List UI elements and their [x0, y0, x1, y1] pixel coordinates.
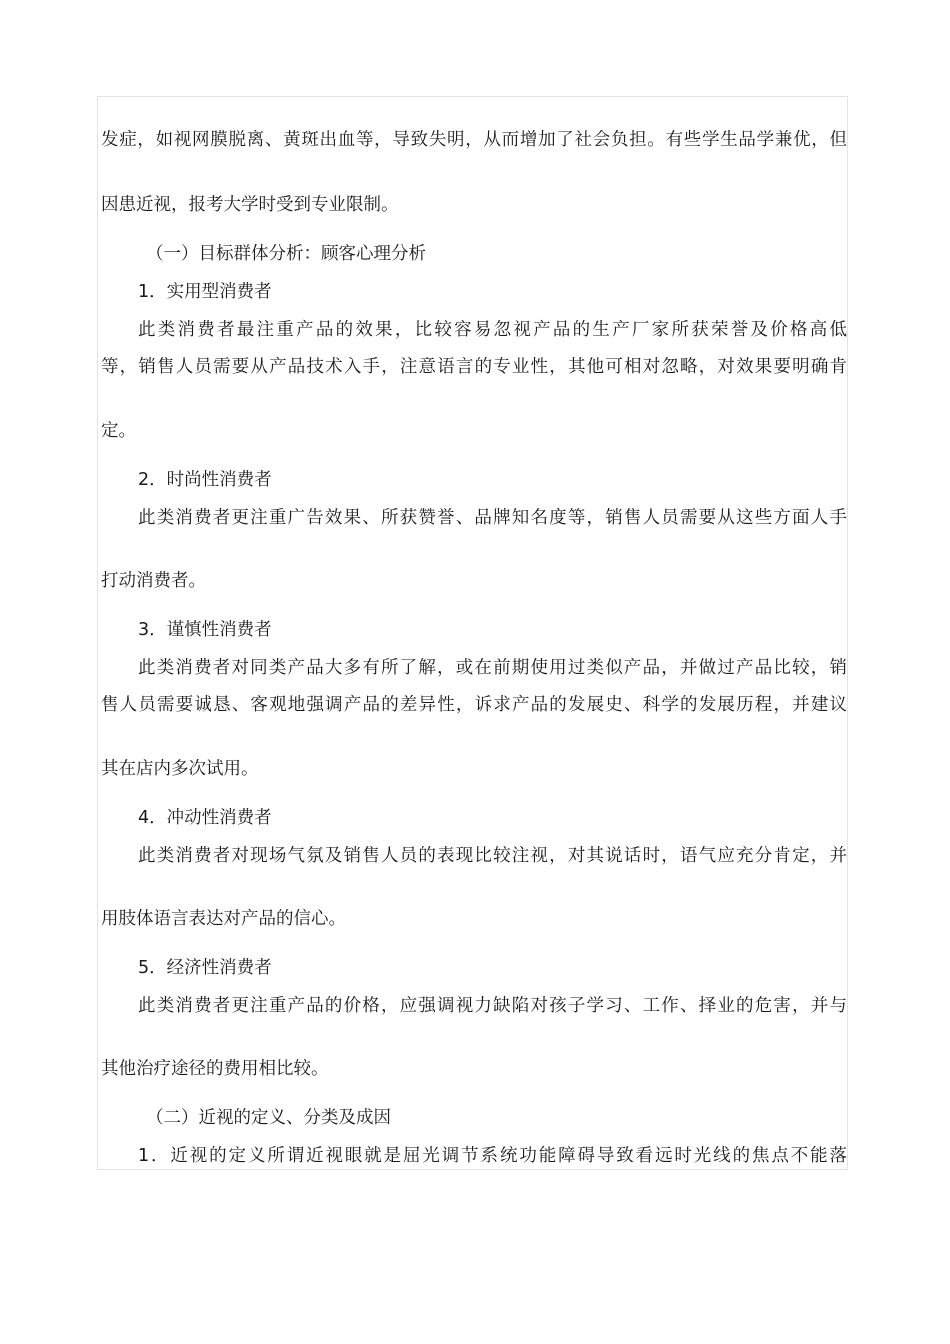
body-text-line: 其在店内多次试用。: [101, 759, 259, 779]
body-text-line: 发症，如视网膜脱离、黄斑出血等，导致失明，从而增加了社会负担。有些学生品学兼优，但: [101, 130, 847, 150]
subsection-heading: 3．谨慎性消费者: [138, 620, 272, 640]
subsection-heading: 5．经济性消费者: [138, 958, 272, 978]
body-text-line: 因患近视，报考大学时受到专业限制。: [101, 195, 399, 215]
body-text-line: 此类消费者对同类产品大多有所了解，或在前期使用过类似产品，并做过产品比较，销: [138, 658, 847, 678]
body-text-line: 用肢体语言表达对产品的信心。: [101, 909, 346, 929]
subsection-heading: 1．实用型消费者: [138, 282, 272, 302]
body-text-line: 此类消费者对现场气氛及销售人员的表现比较注视，对其说话时，语气应充分肯定，并: [138, 846, 847, 866]
subsection-heading: 2．时尚性消费者: [138, 470, 272, 490]
body-text-line: 此类消费者更注重广告效果、所获赞誉、品牌知名度等，销售人员需要从这些方面人手: [138, 508, 847, 528]
body-text-line: 打动消费者。: [101, 571, 206, 591]
body-text-line: 其他治疗途径的费用相比较。: [101, 1059, 329, 1079]
body-text-line: 此类消费者最注重产品的效果，比较容易忽视产品的生产厂家所获荣誉及价格高低: [138, 320, 847, 340]
body-text-line: 等，销售人员需要从产品技术入手，注意语言的专业性，其他可相对忽略，对效果要明确肯: [101, 357, 847, 377]
body-text-line: 此类消费者更注重产品的价格，应强调视力缺陷对孩子学习、工作、择业的危害，并与: [138, 996, 847, 1016]
body-text-line: 售人员需要诚恳、客观地强调产品的差异性，诉求产品的发展史、科学的发展历程，并建议: [101, 695, 847, 715]
section-heading: （二）近视的定义、分类及成因: [146, 1108, 391, 1128]
body-text-line: 1．近视的定义所谓近视眼就是屈光调节系统功能障碍导致看远时光线的焦点不能落: [138, 1146, 847, 1166]
section-heading: （一）目标群体分析：顾客心理分析: [146, 244, 426, 264]
subsection-heading: 4．冲动性消费者: [138, 808, 272, 828]
body-text-line: 定。: [101, 421, 136, 441]
